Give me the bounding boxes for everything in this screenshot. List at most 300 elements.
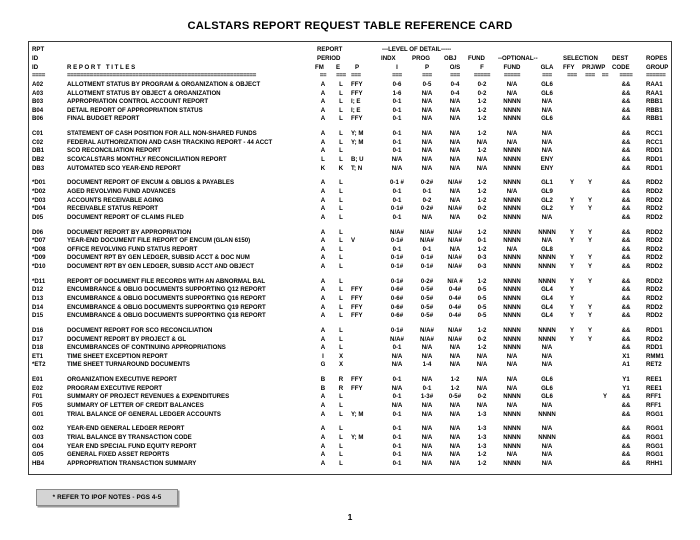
- cell-optional-gla: N/A: [541, 138, 553, 146]
- cell-lod-indx: 0-6#: [390, 286, 404, 294]
- cell-optional-fund: NNNN: [503, 228, 521, 236]
- cell-period-fm: A: [320, 451, 326, 459]
- cell-optional-gla: NNNN: [538, 434, 556, 441]
- cell-rpt-id: B03: [32, 98, 44, 106]
- cell-lod-obj: N/A: [449, 106, 461, 114]
- header-rpt: RPT: [32, 46, 45, 53]
- cell-dest-code: &&: [621, 81, 631, 88]
- cell-lod-prog: 0-5#: [420, 312, 434, 320]
- cell-lod-prog: N/A: [421, 410, 433, 418]
- cell-optional-gla: GL9: [541, 188, 553, 195]
- cell-rpt-id: D15: [32, 312, 44, 320]
- cell-lod-prog: N/A: [421, 164, 433, 172]
- cell-period-e: L: [339, 442, 343, 450]
- cell-ropes-group: REE1: [646, 376, 662, 384]
- cell-rpt-id: *D11: [32, 277, 46, 285]
- cell-selection-prj: Y: [587, 196, 593, 204]
- cell-lod-obj: N/A: [449, 147, 461, 155]
- cell-lod-prog: N/A: [421, 425, 433, 433]
- cell-lod-obj: N/A#: [448, 263, 462, 270]
- cell-dest-code: &&: [621, 237, 631, 245]
- cell-optional-fund: NNNN: [503, 263, 521, 270]
- report-table-frame: [28, 41, 672, 475]
- cell-ropes-group: RBB1: [646, 98, 663, 106]
- cell-optional-fund: N/A: [506, 376, 518, 384]
- cell-period-e: K: [338, 164, 344, 172]
- cell-rpt-id: C02: [32, 138, 44, 146]
- cell-dest-code: &&: [621, 228, 631, 236]
- cell-lod-indx: 0-1: [392, 147, 402, 155]
- cell-period-fm: A: [320, 286, 326, 294]
- cell-optional-fund: NNNN: [503, 335, 521, 343]
- cell-period-fm: A: [320, 196, 326, 204]
- cell-report-title: DOCUMENT REPORT FOR SCO RECONCILIATION: [67, 327, 213, 334]
- cell-rpt-id: *D04: [32, 205, 46, 213]
- cell-period-fm: A: [320, 303, 326, 311]
- cell-report-title: PROGRAM EXECUTIVE REPORT: [67, 384, 163, 392]
- cell-period-e: X: [338, 352, 344, 360]
- header-rule-ogla: ===: [542, 72, 552, 79]
- cell-rpt-id: DB2: [32, 156, 45, 163]
- cell-period-e: R: [338, 384, 344, 392]
- cell-period-fm: A: [320, 344, 326, 352]
- cell-period-e: L: [339, 213, 343, 221]
- cell-optional-gla: GL4: [541, 312, 553, 320]
- cell-optional-gla: N/A: [541, 442, 553, 450]
- cell-period-fm: A: [320, 106, 326, 114]
- cell-lod-fund: 0-1: [477, 237, 487, 245]
- header-prog-p: P: [424, 64, 430, 71]
- cell-lod-indx: 0-1: [392, 442, 402, 450]
- cell-ropes-group: RBB1: [646, 115, 663, 123]
- cell-period-p: FFY: [351, 286, 363, 294]
- cell-lod-obj: N/A: [449, 98, 461, 106]
- cell-period-e: L: [339, 393, 343, 401]
- cell-lod-obj: N/A: [449, 451, 461, 459]
- cell-rpt-id: B06: [32, 115, 44, 123]
- cell-lod-prog: N/A: [421, 98, 433, 106]
- cell-report-title: DOCUMENT REPORT OF CLAIMS FILED: [67, 213, 184, 221]
- cell-selection-prj: Y: [587, 179, 593, 187]
- cell-rpt-id: D12: [32, 286, 44, 294]
- cell-period-e: L: [339, 402, 343, 409]
- cell-lod-indx: 0-1#: [390, 254, 404, 262]
- cell-rpt-id: G01: [32, 410, 44, 418]
- cell-lod-indx: 0-6: [392, 81, 402, 88]
- cell-lod-obj: N/A#: [448, 179, 462, 187]
- cell-ropes-group: RDD1: [646, 327, 663, 334]
- cell-ropes-group: RDD2: [646, 245, 663, 253]
- cell-lod-fund: 0-5: [477, 286, 487, 294]
- cell-period-e: L: [339, 138, 343, 146]
- cell-ropes-group: RDD1: [646, 164, 663, 172]
- cell-selection-prj: Y: [587, 335, 593, 343]
- header-rule-p: ===: [351, 72, 361, 79]
- header-id: ID: [32, 55, 39, 62]
- cell-dest-code: A1: [622, 361, 630, 369]
- cell-period-fm: A: [320, 263, 326, 270]
- cell-period-e: L: [339, 106, 343, 114]
- cell-lod-fund: 1-2: [477, 277, 487, 285]
- cell-period-fm: B: [320, 384, 326, 392]
- cell-period-e: L: [339, 179, 343, 187]
- cell-selection-ffy: Y: [569, 277, 575, 285]
- cell-period-e: L: [339, 228, 343, 236]
- cell-lod-indx: N/A: [391, 156, 403, 163]
- cell-report-title: TIME SHEET EXCEPTION REPORT: [67, 352, 168, 360]
- cell-period-p: FFY: [351, 312, 363, 320]
- cell-period-p: V: [351, 237, 356, 245]
- cell-lod-fund: 0-2: [477, 205, 487, 213]
- cell-dest-code: &&: [621, 98, 631, 106]
- cell-optional-fund: NNNN: [503, 327, 521, 334]
- cell-report-title: FEDERAL AUTHORIZATION AND CASH TRACKING REPORT - 44 ACCT: [67, 138, 273, 146]
- cell-rpt-id: *D02: [32, 188, 46, 195]
- cell-report-title: TRIAL BALANCE BY TRANSACTION CODE: [67, 434, 192, 441]
- cell-period-e: L: [339, 98, 343, 106]
- cell-optional-gla: GL8: [541, 245, 553, 253]
- cell-period-e: X: [338, 361, 344, 369]
- cell-lod-obj: 0-4: [450, 81, 460, 88]
- cell-period-e: L: [339, 434, 343, 441]
- cell-period-p: I; E: [351, 98, 361, 106]
- cell-dest-code: &&: [621, 147, 631, 155]
- cell-lod-prog: N/A: [421, 344, 433, 352]
- cell-period-e: L: [339, 115, 343, 123]
- header-rule-wp: ==: [601, 72, 609, 79]
- cell-optional-fund: NNNN: [503, 156, 521, 163]
- cell-report-title: SCO/CALSTARS MONTHLY RECONCILIATION REPORT: [67, 156, 227, 163]
- cell-lod-fund: N/A: [476, 376, 488, 384]
- cell-ropes-group: RGG1: [646, 425, 664, 433]
- cell-report-title: TRIAL BALANCE OF GENERAL LEDGER ACCOUNTS: [67, 410, 221, 418]
- header-rule-fund: =====: [473, 72, 491, 79]
- cell-lod-prog: 0-2: [422, 196, 432, 204]
- cell-ropes-group: RDD2: [646, 254, 663, 262]
- header-rule-e: ===: [336, 72, 346, 79]
- cell-lod-fund: 1-2: [477, 115, 487, 123]
- cell-lod-prog: 1-3#: [420, 393, 434, 401]
- cell-period-p: FFY: [351, 81, 363, 88]
- cell-optional-gla: N/A: [541, 459, 553, 467]
- cell-optional-gla: GL6: [541, 384, 553, 392]
- cell-rpt-id: D16: [32, 327, 44, 334]
- cell-lod-prog: N/A#: [420, 237, 434, 245]
- cell-dest-code: &&: [621, 410, 631, 418]
- cell-lod-fund: 0-2: [477, 81, 487, 88]
- cell-dest-code: &&: [621, 393, 631, 401]
- cell-report-title: ENCUMBRANCE & OBLIG DOCUMENTS SUPPORTING Q18 REPORT: [67, 312, 266, 320]
- cell-report-title: YEAR-END GENERAL LEDGER REPORT: [67, 425, 185, 433]
- cell-period-fm: A: [320, 188, 326, 195]
- cell-period-p: Y; M: [351, 410, 364, 418]
- cell-period-fm: A: [320, 147, 326, 155]
- cell-period-e: L: [339, 286, 343, 294]
- cell-period-fm: A: [320, 393, 326, 401]
- cell-report-title: DETAIL REPORT OF APPROPRIATION STATUS: [67, 106, 203, 114]
- cell-ropes-group: RDD2: [646, 277, 663, 285]
- cell-period-e: L: [339, 459, 343, 467]
- cell-optional-gla: GL1: [541, 179, 553, 187]
- cell-lod-prog: 0-1: [422, 188, 432, 195]
- cell-lod-obj: N/A#: [448, 327, 462, 334]
- cell-period-fm: G: [320, 361, 326, 369]
- cell-period-e: L: [339, 335, 343, 343]
- cell-dest-code: &&: [621, 188, 631, 195]
- cell-optional-fund: NNNN: [503, 196, 521, 204]
- cell-period-p: FFY: [351, 115, 363, 123]
- cell-rpt-id: A03: [32, 89, 44, 97]
- cell-period-fm: A: [320, 245, 326, 253]
- cell-selection-ffy: Y: [569, 295, 575, 302]
- header-dest-code: CODE: [612, 64, 630, 71]
- cell-dest-code: &&: [621, 442, 631, 450]
- cell-lod-indx: 0-1: [392, 344, 402, 352]
- cell-lod-prog: N/A: [421, 376, 433, 384]
- cell-optional-fund: NNNN: [503, 393, 521, 401]
- cell-lod-prog: N/A: [421, 130, 433, 138]
- cell-ropes-group: RDD2: [646, 295, 663, 302]
- cell-dest-code: &&: [621, 245, 631, 253]
- cell-lod-prog: 0-1#: [420, 254, 434, 262]
- cell-lod-fund: 1-3: [477, 434, 487, 441]
- cell-lod-indx: 0-6#: [390, 295, 404, 302]
- cell-selection-prj: Y: [587, 303, 593, 311]
- cell-optional-fund: NNNN: [503, 410, 521, 418]
- cell-report-title: STATEMENT OF CASH POSITION FOR ALL NON-SHARED FUNDS: [67, 130, 257, 138]
- cell-lod-indx: 0-1: [392, 393, 402, 401]
- cell-dest-code: &&: [621, 327, 631, 334]
- cell-period-e: L: [339, 303, 343, 311]
- cell-selection-ffy: Y: [569, 286, 575, 294]
- cell-period-fm: A: [320, 434, 326, 441]
- cell-dest-code: &&: [621, 451, 631, 459]
- cell-lod-prog: 0-5: [422, 81, 432, 88]
- cell-period-e: L: [339, 245, 343, 253]
- cell-rpt-id: G03: [32, 434, 44, 441]
- cell-report-title: SUMMARY OF LETTER OF CREDIT BALANCES: [67, 402, 204, 409]
- cell-report-title: ENCUMBRANCES OF CONTINUING APPROPRIATIONS: [67, 344, 226, 352]
- cell-report-title: ENCUMBRANCE & OBLIG DOCUMENTS SUPPORTING Q12 REPORT: [67, 286, 266, 294]
- cell-lod-obj: N/A: [449, 459, 461, 467]
- cell-report-title: SUMMARY OF PROJECT REVENUES & EXPENDITURES: [67, 393, 230, 401]
- cell-optional-fund: NNNN: [503, 459, 521, 467]
- cell-lod-indx: N/A: [391, 361, 403, 369]
- cell-lod-indx: 0-1: [392, 434, 402, 441]
- cell-period-e: L: [339, 295, 343, 302]
- cell-lod-prog: 1-4: [422, 361, 432, 369]
- cell-rpt-id: E02: [32, 384, 43, 392]
- cell-dest-code: &&: [621, 196, 631, 204]
- cell-period-p: Y; M: [351, 130, 364, 138]
- cell-lod-prog: 0-5#: [420, 286, 434, 294]
- cell-lod-obj: 0-4#: [448, 286, 462, 294]
- cell-lod-obj: N/A#: [448, 228, 462, 236]
- cell-ropes-group: RDD2: [646, 312, 663, 320]
- cell-dest-code: X1: [622, 352, 630, 360]
- cell-lod-fund: 1-2: [477, 344, 487, 352]
- cell-period-fm: A: [320, 130, 326, 138]
- cell-optional-fund: NNNN: [503, 434, 521, 441]
- cell-optional-gla: N/A: [541, 147, 553, 155]
- cell-lod-indx: N/A: [391, 164, 403, 172]
- cell-report-title: TIME SHEET TURNAROUND DOCUMENTS: [67, 361, 190, 369]
- header-sel-prjwp: PRJ/WP: [582, 64, 606, 71]
- cell-ropes-group: RAA1: [646, 81, 663, 88]
- cell-ropes-group: RFF1: [646, 393, 662, 401]
- cell-lod-prog: N/A: [421, 89, 433, 97]
- cell-period-e: L: [339, 344, 343, 352]
- cell-selection-ffy: Y: [569, 263, 575, 270]
- cell-lod-obj: N/A: [449, 402, 461, 409]
- cell-lod-prog: N/A#: [420, 327, 434, 334]
- cell-optional-fund: N/A: [506, 245, 518, 253]
- header-indx: INDX: [381, 55, 396, 62]
- cell-lod-obj: N/A #: [447, 277, 463, 285]
- cell-ropes-group: RDD2: [646, 237, 663, 245]
- cell-rpt-id: B04: [32, 106, 44, 114]
- cell-dest-code: &&: [621, 263, 631, 270]
- cell-report-title: FINAL BUDGET REPORT: [67, 115, 140, 123]
- cell-ropes-group: RGG1: [646, 434, 664, 441]
- cell-report-title: AGED REVOLVING FUND ADVANCES: [67, 188, 176, 195]
- cell-period-e: L: [339, 89, 343, 97]
- cell-period-fm: B: [320, 376, 326, 384]
- cell-period-fm: A: [320, 312, 326, 320]
- cell-lod-fund: 0-5: [477, 312, 487, 320]
- cell-dest-code: &&: [621, 138, 631, 146]
- cell-period-fm: A: [320, 213, 326, 221]
- cell-optional-gla: GL6: [541, 376, 553, 384]
- cell-period-e: L: [339, 327, 343, 334]
- cell-lod-prog: N/A: [421, 213, 433, 221]
- cell-lod-indx: 0-1: [392, 410, 402, 418]
- header-rule-dest: ====: [619, 72, 633, 79]
- header-fund: FUND: [468, 55, 485, 62]
- cell-selection-prj: Y: [587, 237, 593, 245]
- cell-rpt-id: D13: [32, 295, 44, 302]
- cell-period-p: FFY: [351, 295, 363, 302]
- cell-lod-prog: 0-1#: [420, 263, 434, 270]
- cell-optional-gla: N/A: [541, 425, 553, 433]
- cell-report-title: SCO RECONCILIATION REPORT: [67, 147, 162, 155]
- cell-period-e: L: [339, 81, 343, 88]
- cell-lod-prog: N/A: [421, 156, 433, 163]
- header-ropes-group: GROUP: [646, 64, 669, 71]
- cell-rpt-id: *D03: [32, 196, 46, 204]
- cell-lod-obj: N/A: [449, 352, 461, 360]
- cell-ropes-group: RCC1: [646, 138, 663, 146]
- cell-optional-gla: NNNN: [538, 327, 556, 334]
- cell-period-fm: A: [320, 254, 326, 262]
- cell-dest-code: &&: [621, 335, 631, 343]
- cell-lod-fund: 0-2: [477, 213, 487, 221]
- cell-optional-gla: NNNN: [538, 335, 556, 343]
- header-rule-fm: ==: [319, 72, 327, 79]
- cell-optional-gla: N/A: [541, 352, 553, 360]
- cell-lod-fund: 1-2: [477, 245, 487, 253]
- cell-period-fm: A: [320, 295, 326, 302]
- cell-lod-obj: 0-4#: [448, 312, 462, 320]
- cell-optional-fund: NNNN: [503, 254, 521, 262]
- cell-lod-fund: N/A: [476, 156, 488, 163]
- cell-report-title: DOCUMENT RPT BY GEN LEDGER, SUBSID ACCT AND OBJECT: [67, 263, 254, 270]
- cell-rpt-id: F05: [32, 402, 43, 409]
- header-optional-fund: FUND: [503, 64, 521, 71]
- cell-ropes-group: RMM1: [646, 352, 664, 360]
- cell-lod-fund: 1-2: [477, 98, 487, 106]
- header-e: E: [336, 64, 341, 71]
- cell-ropes-group: RDD2: [646, 196, 663, 204]
- cell-lod-obj: N/A: [449, 344, 461, 352]
- cell-lod-obj: N/A: [449, 361, 461, 369]
- cell-rpt-id: G02: [32, 425, 44, 433]
- cell-lod-fund: 1-2: [477, 196, 487, 204]
- cell-lod-prog: N/A#: [420, 335, 434, 343]
- cell-lod-prog: 0-2#: [420, 205, 434, 213]
- cell-optional-gla: N/A: [541, 130, 553, 138]
- cell-ropes-group: RFF1: [646, 402, 662, 409]
- cell-selection-ffy: Y: [569, 312, 575, 320]
- cell-optional-fund: NNNN: [503, 237, 521, 245]
- cell-ropes-group: RDD2: [646, 335, 663, 343]
- cell-lod-indx: 0-1: [392, 188, 402, 195]
- cell-ropes-group: RDD1: [646, 156, 663, 163]
- cell-selection-prj: Y: [587, 277, 593, 285]
- cell-lod-indx: 0-1: [392, 115, 402, 123]
- cell-lod-fund: 0-3: [477, 254, 487, 262]
- cell-selection-ffy: Y: [569, 205, 575, 213]
- cell-lod-obj: N/A: [449, 188, 461, 195]
- cell-dest-code: &&: [621, 205, 631, 213]
- cell-lod-indx: 0-1: [392, 106, 402, 114]
- cell-lod-fund: N/A: [476, 352, 488, 360]
- cell-optional-fund: NNNN: [503, 115, 521, 123]
- cell-dest-code: &&: [621, 425, 631, 433]
- cell-dest-code: &&: [621, 277, 631, 285]
- cell-lod-fund: 1-3: [477, 425, 487, 433]
- cell-lod-indx: 0-1#: [390, 277, 404, 285]
- footnote-box: [36, 489, 178, 506]
- header-level-of-detail: ---LEVEL OF DETAIL-----: [382, 46, 452, 53]
- cell-period-e: L: [339, 188, 343, 195]
- header-rule-title: ==========================================================: [67, 72, 257, 79]
- cell-period-e: L: [339, 425, 343, 433]
- cell-ropes-group: RDD2: [646, 263, 663, 270]
- cell-optional-gla: GL4: [541, 286, 553, 294]
- cell-report-title: YEAR-END DOCUMENT FILE REPORT OF ENCUM (GLAN 6150): [67, 237, 251, 245]
- cell-report-title: ALLOTMENT STATUS BY OBJECT & ORGANIZATION: [67, 89, 221, 97]
- cell-lod-indx: 0-1#: [390, 263, 404, 270]
- cell-period-fm: A: [320, 228, 326, 236]
- cell-rpt-id: G05: [32, 451, 44, 459]
- cell-lod-obj: N/A: [449, 196, 461, 204]
- cell-period-fm: A: [320, 335, 326, 343]
- cell-period-fm: A: [320, 402, 326, 409]
- cell-selection-ffy: Y: [569, 254, 575, 262]
- cell-lod-indx: 0-1#: [390, 327, 404, 334]
- cell-optional-fund: NNNN: [503, 425, 521, 433]
- cell-rpt-id: *D07: [32, 237, 46, 245]
- cell-lod-obj: N/A: [449, 434, 461, 441]
- cell-lod-fund: 1-2: [477, 228, 487, 236]
- cell-optional-fund: N/A: [506, 81, 518, 88]
- cell-optional-gla: GL4: [541, 295, 553, 302]
- cell-report-title: GENERAL FIXED ASSET REPORTS: [67, 451, 170, 459]
- cell-dest-code: &&: [621, 89, 631, 97]
- cell-lod-prog: N/A: [421, 115, 433, 123]
- header-ropes: ROPES: [646, 55, 668, 62]
